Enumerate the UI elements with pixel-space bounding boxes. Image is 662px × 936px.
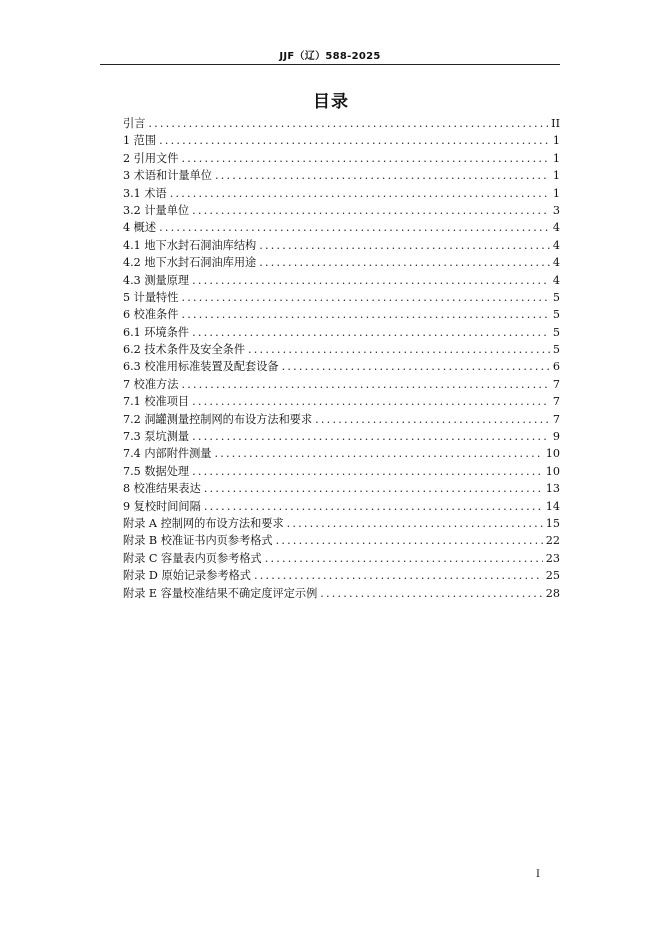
toc-leader-dots [181, 289, 549, 306]
toc-leader-dots [254, 567, 543, 584]
toc-entry-label: 6 校准条件 [123, 308, 179, 322]
toc-entry-page: 1 [552, 186, 560, 200]
toc-entry[interactable] [123, 585, 560, 602]
toc-entry-label: 8 校准结果表达 [123, 482, 201, 496]
toc-entry-label: 7.5 数据处理 [123, 464, 190, 478]
toc-entry-page: 9 [552, 430, 560, 444]
toc-leader-dots [214, 445, 542, 462]
footer-page-number: I [536, 869, 540, 880]
toc-entry-label: 3.1 术语 [123, 186, 167, 200]
toc-entry-label: 2 引用文件 [123, 151, 179, 165]
toc-entry[interactable] [123, 498, 560, 515]
toc-entry[interactable] [123, 463, 560, 480]
toc-entry-label: 7.4 内部附件测量 [123, 447, 212, 461]
toc-entry-page: 15 [545, 516, 560, 530]
toc-entry[interactable] [123, 550, 560, 567]
toc-leader-dots [204, 480, 543, 497]
toc-entry-page: 7 [552, 395, 560, 409]
toc-entry-label: 1 范围 [123, 134, 157, 148]
toc-entry-page: 6 [552, 360, 560, 374]
toc-leader-dots [192, 393, 550, 410]
toc-entry[interactable] [123, 202, 560, 219]
toc-entry-page: 4 [552, 238, 560, 252]
header-divider [100, 64, 560, 65]
toc-entry-page: 4 [552, 273, 560, 287]
toc-entry[interactable] [123, 272, 560, 289]
toc-entry[interactable] [123, 254, 560, 271]
toc-leader-dots [148, 115, 548, 132]
toc-leader-dots [265, 550, 543, 567]
toc-entry-page: 14 [545, 499, 560, 513]
toc-entry-label: 4.1 地下水封石洞油库结构 [123, 238, 257, 252]
toc-entry[interactable] [123, 167, 560, 184]
page-title: 目录 [313, 92, 349, 112]
toc-leader-dots [181, 306, 549, 323]
toc-entry-page: 4 [552, 221, 560, 235]
toc-entry[interactable] [123, 115, 560, 132]
toc-leader-dots [170, 185, 550, 202]
toc-entry-label: 4 概述 [123, 221, 157, 235]
toc-entry[interactable] [123, 515, 560, 532]
toc-entry[interactable] [123, 480, 560, 497]
toc-leader-dots [159, 132, 550, 149]
toc-leader-dots [192, 428, 550, 445]
toc-entry-label: 引言 [123, 117, 146, 130]
toc-entry-label: 6.2 技术条件及安全条件 [123, 343, 246, 357]
toc-leader-dots [215, 167, 550, 184]
toc-entry-label: 附录 E 容量校准结果不确定度评定示例 [123, 586, 318, 600]
toc-leader-dots [192, 202, 550, 219]
toc-entry-label: 9 复校时间间隔 [123, 499, 201, 513]
table-of-contents [123, 115, 560, 602]
toc-entry-label: 5 计量特性 [123, 290, 179, 304]
toc-entry[interactable] [123, 289, 560, 306]
toc-leader-dots [159, 219, 550, 236]
toc-entry-label: 4.3 测量原理 [123, 273, 190, 287]
toc-entry-page: 1 [552, 169, 560, 183]
toc-entry-page: 28 [545, 586, 560, 600]
toc-entry-label: 7.2 洞罐测量控制网的布设方法和要求 [123, 412, 313, 426]
toc-leader-dots [276, 532, 543, 549]
toc-leader-dots [181, 150, 549, 167]
toc-entry-page: 3 [552, 203, 560, 217]
toc-entry-page: 25 [545, 569, 560, 583]
toc-entry-label: 附录 B 校准证书内页参考格式 [123, 534, 273, 548]
toc-leader-dots [248, 341, 550, 358]
toc-entry-label: 6.3 校准用标准装置及配套设备 [123, 360, 279, 374]
toc-entry-label: 7.1 校准项目 [123, 395, 190, 409]
toc-leader-dots [192, 324, 550, 341]
toc-entry-label: 3 术语和计量单位 [123, 169, 212, 183]
toc-entry[interactable] [123, 393, 560, 410]
toc-entry-label: 6.1 环境条件 [123, 325, 190, 339]
toc-entry[interactable] [123, 358, 560, 375]
toc-entry[interactable] [123, 237, 560, 254]
toc-entry[interactable] [123, 411, 560, 428]
toc-entry-page: 13 [545, 482, 560, 496]
toc-entry-page: 5 [552, 343, 560, 357]
toc-entry-page: 1 [552, 134, 560, 148]
toc-entry[interactable] [123, 428, 560, 445]
toc-entry-page: 7 [552, 412, 560, 426]
toc-entry[interactable] [123, 324, 560, 341]
toc-entry-page: II [551, 117, 560, 130]
toc-leader-dots [315, 411, 550, 428]
toc-entry[interactable] [123, 376, 560, 393]
toc-entry-label: 附录 D 原始记录参考格式 [123, 569, 251, 583]
toc-entry-page: 7 [552, 377, 560, 391]
toc-entry-label: 附录 A 控制网的布设方法和要求 [123, 516, 284, 530]
toc-entry-page: 4 [552, 256, 560, 270]
toc-entry[interactable] [123, 445, 560, 462]
document-header-code: JJF（辽）588-2025 [279, 51, 381, 62]
toc-entry[interactable] [123, 185, 560, 202]
toc-leader-dots [192, 463, 543, 480]
toc-entry-page: 10 [545, 447, 560, 461]
toc-entry-page: 10 [545, 464, 560, 478]
toc-leader-dots [320, 585, 542, 602]
toc-leader-dots [192, 272, 550, 289]
toc-entry[interactable] [123, 532, 560, 549]
toc-leader-dots [259, 254, 550, 271]
toc-entry-page: 1 [552, 151, 560, 165]
toc-leader-dots [204, 498, 543, 515]
toc-entry-label: 附录 C 容量表内页参考格式 [123, 551, 262, 565]
toc-leader-dots [259, 237, 550, 254]
toc-leader-dots [282, 358, 550, 375]
toc-entry[interactable] [123, 150, 560, 167]
toc-entry[interactable] [123, 341, 560, 358]
toc-entry-label: 4.2 地下水封石洞油库用途 [123, 256, 257, 270]
toc-entry-page: 5 [552, 290, 560, 304]
toc-leader-dots [181, 376, 549, 393]
toc-entry[interactable] [123, 132, 560, 149]
toc-entry-label: 7 校准方法 [123, 377, 179, 391]
toc-entry-label: 7.3 泵坑测量 [123, 430, 190, 444]
toc-entry[interactable] [123, 306, 560, 323]
toc-entry-page: 23 [545, 551, 560, 565]
toc-entry[interactable] [123, 219, 560, 236]
toc-entry-label: 3.2 计量单位 [123, 203, 190, 217]
toc-entry-page: 22 [545, 534, 560, 548]
toc-leader-dots [287, 515, 543, 532]
toc-entry[interactable] [123, 567, 560, 584]
toc-entry-page: 5 [552, 325, 560, 339]
toc-entry-page: 5 [552, 308, 560, 322]
